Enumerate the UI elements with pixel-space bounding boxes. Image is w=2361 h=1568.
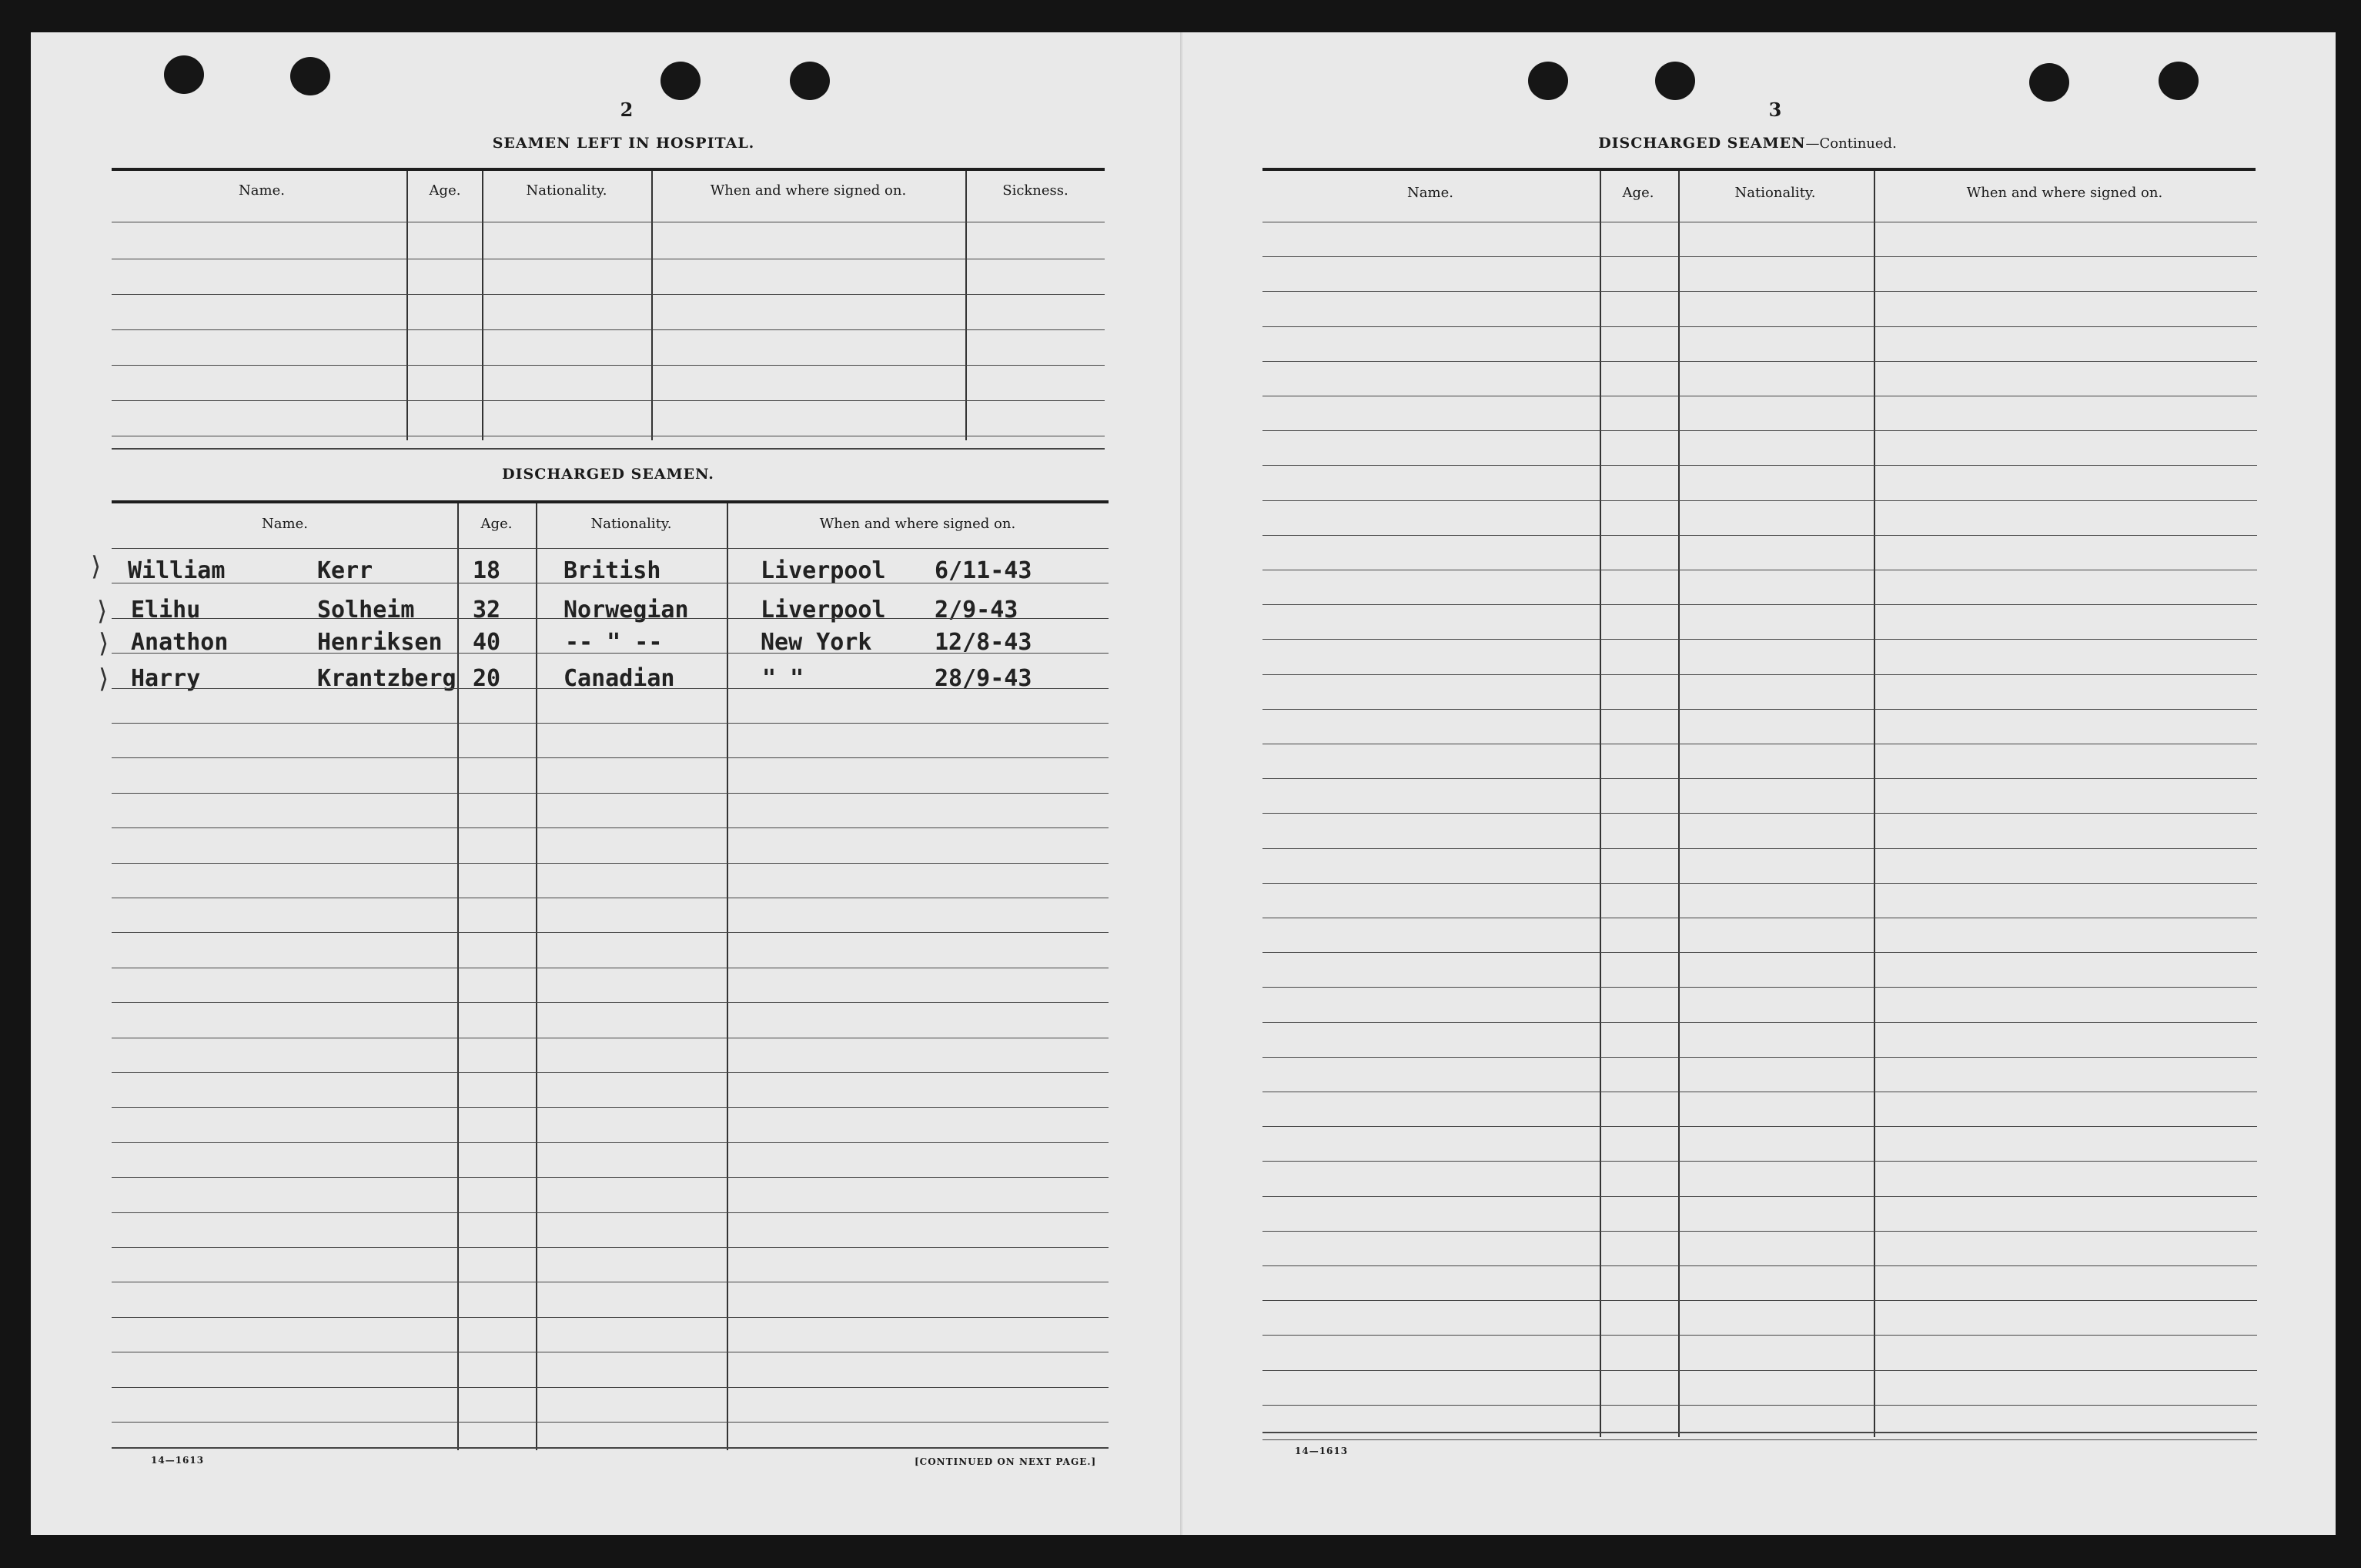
ruled-line [1262,848,2257,849]
entry-nationality: Canadian [563,665,675,692]
ruled-line [1262,1439,2257,1440]
discharged-col-name: Name. [262,516,308,532]
ruled-line [112,1212,1109,1213]
entry-date: 2/9-43 [935,597,1018,624]
punch-hole [164,55,204,94]
hospital-col-signed-on: When and where signed on. [710,182,907,199]
left-form-number: 14—1613 [151,1455,205,1466]
ruled-line [112,618,1109,619]
entry-age: 20 [473,665,501,692]
entry-first-name: William [128,557,226,584]
punch-hole [2029,63,2069,102]
check-mark: ⟩ [99,628,109,659]
hospital-bottom-line [112,448,1105,450]
continued-note: [CONTINUED ON NEXT PAGE.] [915,1456,1097,1467]
ruled-line [1262,604,2257,605]
ruled-line-bottom [1262,1432,2257,1433]
ruled-line [112,1002,1109,1003]
check-mark: ⟩ [99,664,109,694]
ruled-line [112,1422,1109,1423]
discharged-divider [457,503,459,1450]
ruled-line [1262,1335,2257,1336]
punch-hole [2159,62,2199,100]
right-col-name: Name. [1407,185,1453,201]
ruled-line [1262,256,2257,257]
hospital-row-line [112,365,1105,366]
entry-place: New York [761,629,872,656]
ruled-line [112,827,1109,828]
ruled-line [112,1072,1109,1073]
document-sheet [31,32,2336,1535]
right-form-number: 14—1613 [1295,1446,1349,1456]
ruled-line [112,653,1109,654]
entry-nationality: -- " -- [565,629,663,656]
entry-date: 12/8-43 [935,629,1032,656]
right-col-signed-on: When and where signed on. [1966,185,2163,201]
entry-age: 18 [473,557,501,584]
hospital-col-sickness: Sickness. [1002,182,1068,199]
entry-first-name: Harry [131,665,201,692]
discharged-section-title: DISCHARGED SEAMEN. [502,466,714,483]
entry-place: Liverpool [761,557,886,584]
ruled-line [112,793,1109,794]
ruled-line [1262,1265,2257,1266]
ruled-line [1262,291,2257,292]
ruled-line [112,1177,1109,1178]
ruled-line [112,932,1109,933]
ruled-line [1262,1300,2257,1301]
right-title-main: DISCHARGED SEAMEN [1598,135,1806,152]
discharged-divider [536,503,537,1450]
ruled-line [1262,674,2257,675]
check-mark: ⟩ [91,551,102,582]
ruled-line [1262,987,2257,988]
entry-first-name: Anathon [131,629,229,656]
right-title-continued: —Continued. [1805,135,1897,152]
ruled-line [1262,709,2257,710]
hospital-row-line [112,294,1105,295]
ruled-line [112,548,1109,549]
entry-first-name: Elihu [131,597,201,624]
entry-last-name: Krantzberg [317,665,456,692]
ruled-line [1262,1057,2257,1058]
entry-nationality: Norwegian [563,597,689,624]
page-fold [1180,32,1182,1535]
ruled-line [1262,1022,2257,1023]
ruled-line [1262,430,2257,431]
entry-place: " " [762,665,804,692]
hospital-top-rule [112,168,1105,171]
ruled-line [1262,883,2257,884]
ruled-line-bottom [112,1447,1109,1449]
ruled-line [1262,778,2257,779]
check-mark: ⟩ [97,596,108,627]
discharged-col-age: Age. [480,516,513,532]
entry-date: 6/11-43 [935,557,1032,584]
punch-hole [290,57,330,95]
ruled-line [1262,1370,2257,1371]
entry-age: 32 [473,597,501,624]
hospital-section-title: SEAMEN LEFT IN HOSPITAL. [492,135,755,152]
entry-last-name: Solheim [317,597,415,624]
discharged-col-signed-on: When and where signed on. [819,516,1016,532]
hospital-row-line [112,400,1105,401]
entry-age: 40 [473,629,501,656]
entry-last-name: Kerr [317,557,373,584]
ruled-line [1262,1196,2257,1197]
discharged-top-rule [112,500,1109,503]
ruled-line [112,1247,1109,1248]
ruled-line [1262,361,2257,362]
right-page-number: 3 [1768,99,1782,121]
discharged-col-nationality: Nationality. [590,516,672,532]
entry-date: 28/9-43 [935,665,1032,692]
ruled-line [1262,952,2257,953]
punch-hole [790,62,830,100]
ruled-line [1262,1126,2257,1127]
punch-hole [660,62,701,100]
entry-nationality: British [563,557,661,584]
ruled-line [112,863,1109,864]
ruled-line [112,723,1109,724]
ruled-line [112,1317,1109,1318]
ruled-line [1262,500,2257,501]
ruled-line [1262,639,2257,640]
ruled-line [112,688,1109,689]
ruled-line [112,757,1109,758]
ruled-line [1262,535,2257,536]
ruled-line [1262,1161,2257,1162]
ruled-line [1262,326,2257,327]
ruled-line [1262,1231,2257,1232]
entry-last-name: Henriksen [317,629,443,656]
hospital-col-name: Name. [239,182,285,199]
entry-place: Liverpool [761,597,886,624]
ruled-line [1262,813,2257,814]
right-col-age: Age. [1622,185,1654,201]
right-top-rule [1262,168,2256,171]
hospital-col-age: Age. [429,182,461,199]
punch-hole [1655,62,1695,100]
ruled-line [112,1142,1109,1143]
hospital-row-line [112,329,1105,330]
ruled-line [1262,1405,2257,1406]
punch-hole [1528,62,1568,100]
right-col-nationality: Nationality. [1734,185,1816,201]
ruled-line [112,1107,1109,1108]
discharged-divider [727,503,728,1450]
ruled-line [112,1387,1109,1388]
left-page-number: 2 [620,99,634,121]
right-section-title [1555,135,1940,152]
ruled-line [1262,465,2257,466]
hospital-col-nationality: Nationality. [526,182,607,199]
